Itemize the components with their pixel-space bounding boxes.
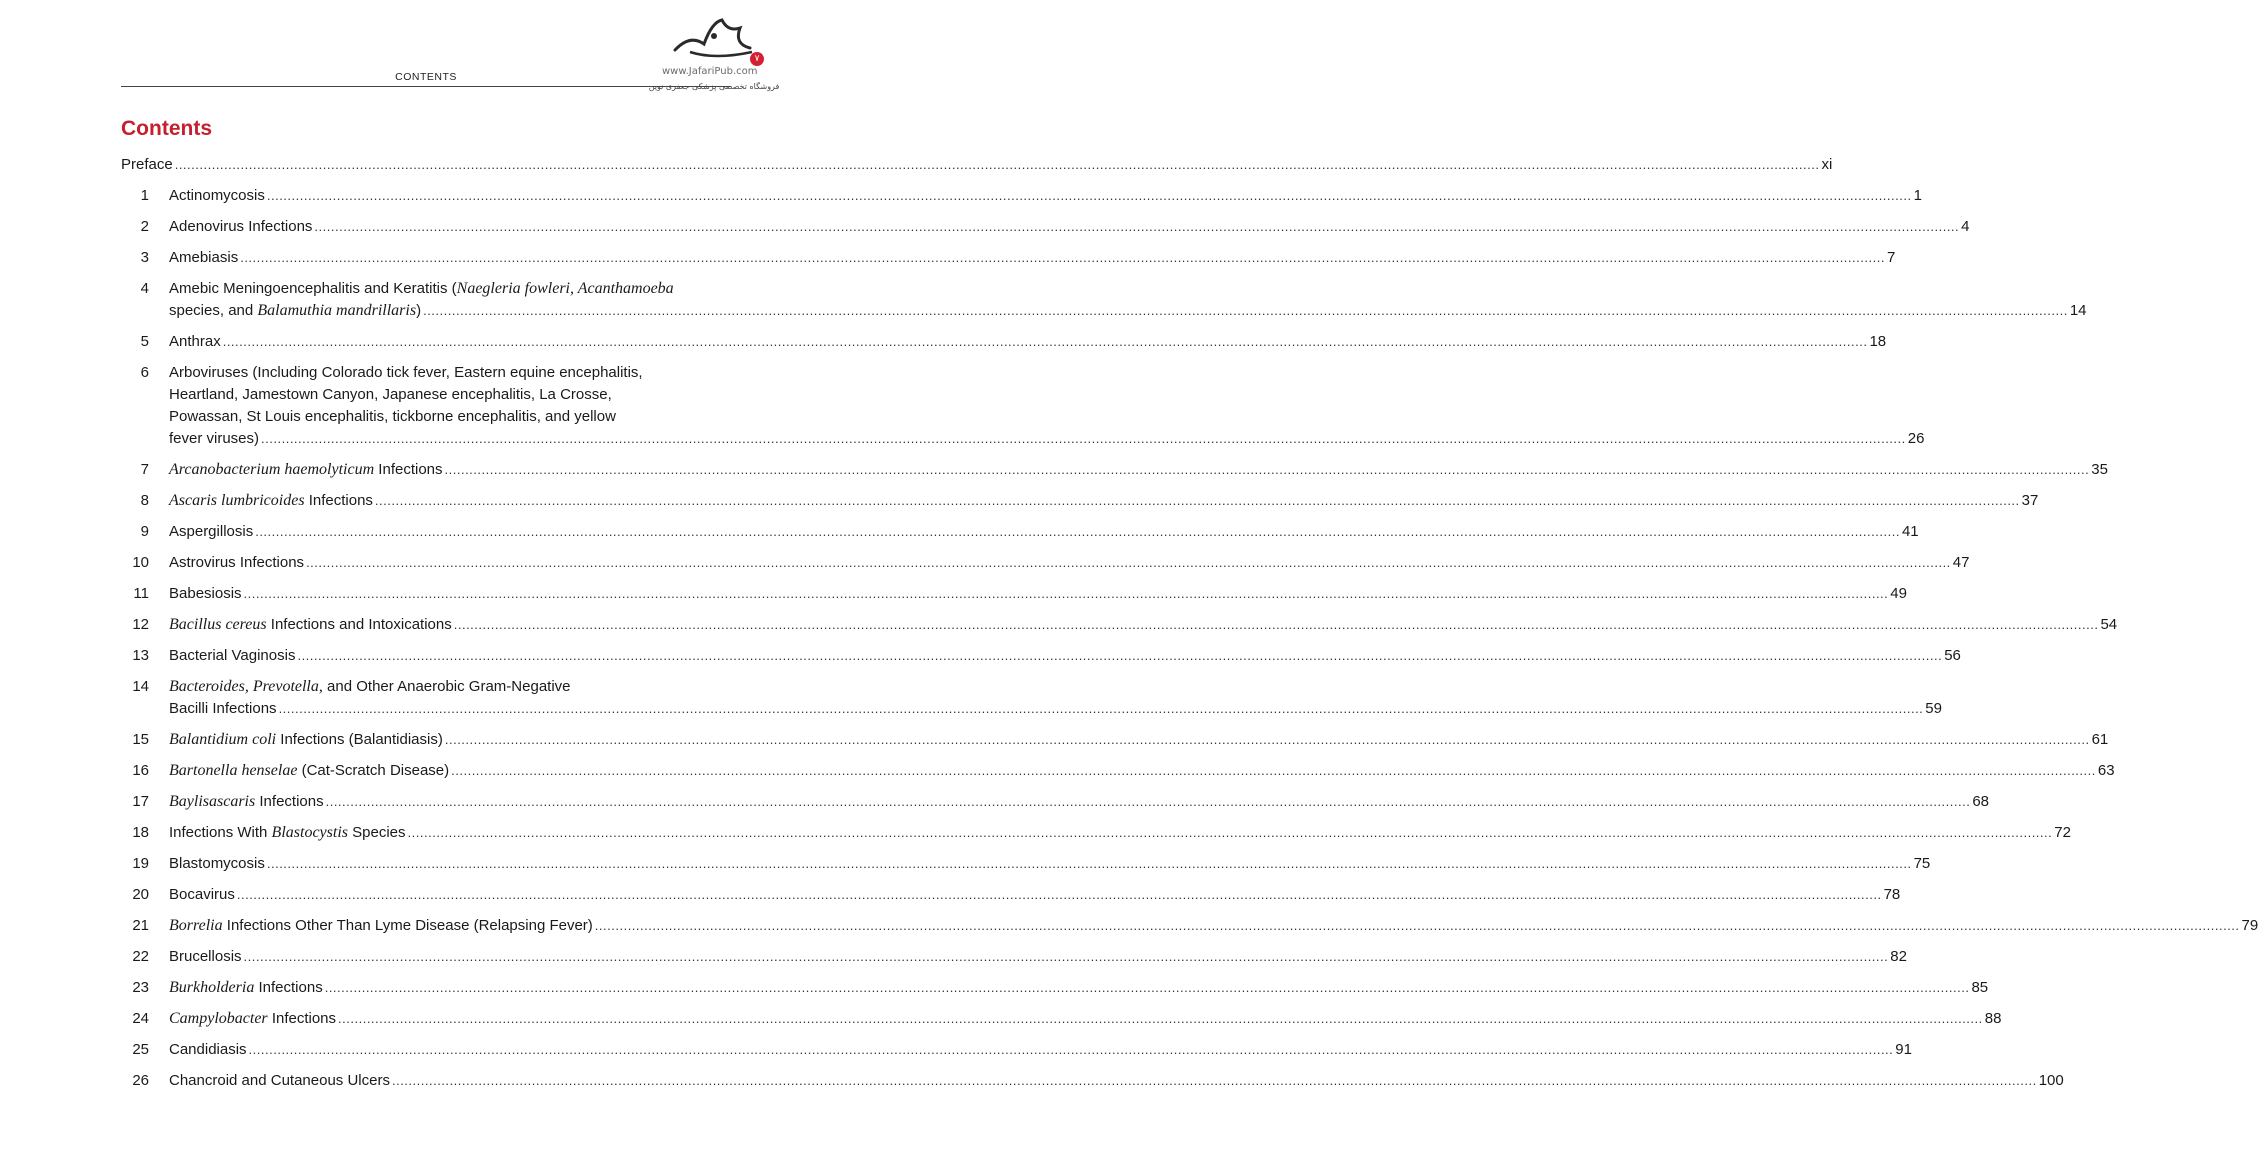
- dot-leader: ................................................................................................................................................................................................................................................................................................................................................................................................................: [248, 1042, 1894, 1057]
- page-number: 41: [1901, 523, 1919, 540]
- dot-leader: ................................................................................................................................................................................................................................................................................................................................................................................................................: [266, 856, 1912, 871]
- entry-title-line: [169, 278, 731, 300]
- entry-title: [169, 1008, 2002, 1030]
- title-text: and Other Anaerobic Gram-Negative: [322, 678, 571, 695]
- dot-leader: ................................................................................................................................................................................................................................................................................................................................................................................................................: [261, 431, 1906, 446]
- entry-title-line: [169, 583, 1907, 605]
- page-number: 4: [1961, 218, 1970, 235]
- title-text: Brucellosis: [169, 948, 242, 965]
- dot-leader: ................................................................................................................................................................................................................................................................................................................................................................................................................: [314, 219, 1960, 234]
- chapter-number: 15: [132, 731, 149, 748]
- title-text: Infections Other Than Lyme Disease (Relapsing Fever): [222, 917, 593, 934]
- italic-text: Ascaris lumbricoides: [169, 492, 305, 509]
- italic-text: Campylobacter: [169, 1010, 268, 1027]
- dot-leader: ................................................................................................................................................................................................................................................................................................................................................................................................................: [236, 887, 1882, 902]
- dot-leader: ................................................................................................................................................................................................................................................................................................................................................................................................................: [374, 493, 2020, 508]
- entry-title: [169, 459, 2108, 481]
- chapter-number: 2: [140, 218, 149, 235]
- title-text: Amebic Meningoencephalitis and Keratitis (: [169, 280, 457, 297]
- dot-leader: ................................................................................................................................................................................................................................................................................................................................................................................................................: [444, 732, 2090, 747]
- page-number: 79: [2241, 917, 2258, 934]
- entry-title-line: [169, 216, 1970, 238]
- dot-leader: ................................................................................................................................................................................................................................................................................................................................................................................................................: [240, 250, 1885, 265]
- entry-title-line: [169, 614, 2118, 636]
- chapter-number: 12: [132, 616, 149, 633]
- dot-leader: ................................................................................................................................................................................................................................................................................................................................................................................................................: [338, 1011, 1983, 1026]
- dot-leader: ................................................................................................................................................................................................................................................................................................................................................................................................................: [451, 763, 2096, 778]
- title-text: Bacterial Vaginosis: [169, 647, 296, 664]
- chapter-number: 5: [140, 333, 149, 350]
- italic-text: Bacteroides, Prevotella,: [169, 678, 323, 695]
- entry-title-line: [169, 791, 1990, 813]
- italic-text: Blastocystis: [271, 824, 348, 841]
- entry-title: [169, 247, 1896, 269]
- italic-text: Arcanobacterium haemolyticum: [169, 461, 375, 478]
- chapter-number: 20: [132, 886, 149, 903]
- title-text: Blastomycosis: [169, 855, 265, 872]
- chapter-number: 8: [140, 492, 149, 509]
- chapter-number: 1: [140, 187, 149, 204]
- title-text: Anthrax: [169, 333, 221, 350]
- dot-leader: ................................................................................................................................................................................................................................................................................................................................................................................................................: [255, 524, 1900, 539]
- title-text: Amebiasis: [169, 249, 239, 266]
- title-text: (Cat-Scratch Disease): [297, 762, 450, 779]
- italic-text: Baylisascaris: [169, 793, 256, 810]
- page-number: 82: [1890, 948, 1907, 965]
- header-rule: [121, 86, 731, 87]
- entry-title: [169, 645, 1961, 667]
- page-number: 56: [1944, 647, 1961, 664]
- entry-title-line: [169, 853, 1931, 875]
- dot-leader: ................................................................................................................................................................................................................................................................................................................................................................................................................: [423, 303, 2068, 318]
- page-title: Contents: [121, 117, 212, 140]
- dot-leader: ................................................................................................................................................................................................................................................................................................................................................................................................................: [407, 825, 2053, 840]
- dot-leader: ................................................................................................................................................................................................................................................................................................................................................................................................................: [243, 949, 1889, 964]
- entry-title-line: [169, 729, 2109, 751]
- dot-leader: ................................................................................................................................................................................................................................................................................................................................................................................................................: [453, 617, 2099, 632]
- entry-title-line: [169, 490, 2039, 512]
- entry-title: [169, 185, 1922, 207]
- entry-title-line: [169, 459, 2108, 481]
- page-number: 35: [2091, 461, 2108, 478]
- page-number: 78: [1883, 886, 1901, 903]
- page-number: 68: [1972, 793, 1990, 810]
- dot-leader: ................................................................................................................................................................................................................................................................................................................................................................................................................: [325, 794, 1971, 809]
- italic-text: Naegleria fowleri, Acanthamoeba: [456, 280, 674, 297]
- entry-title-line: [169, 884, 1901, 906]
- title-text: Powassan, St Louis encephalitis, tickborne encephalitis, and yellow: [169, 408, 616, 425]
- chapter-number: 19: [132, 855, 149, 872]
- italic-text: Burkholderia: [169, 979, 255, 996]
- page-number: 37: [2021, 492, 2039, 509]
- entry-title: [169, 521, 1919, 543]
- entry-title: [169, 583, 1907, 605]
- dot-leader: ................................................................................................................................................................................................................................................................................................................................................................................................................: [391, 1073, 2037, 1088]
- entry-title-line: [169, 384, 731, 406]
- chapter-number: 3: [140, 249, 149, 266]
- dot-leader: ................................................................................................................................................................................................................................................................................................................................................................................................................: [266, 188, 1912, 203]
- entry-title-line: [169, 698, 1942, 720]
- italic-text: Balantidium coli: [169, 731, 277, 748]
- chapter-number: 24: [132, 1010, 149, 1027]
- entry-title: [169, 552, 1970, 574]
- page-number: 85: [1971, 979, 1989, 996]
- entry-title: [169, 1070, 2064, 1092]
- entry-title: [169, 676, 1942, 720]
- page-number: 54: [2100, 616, 2118, 633]
- entry-title: [169, 822, 2071, 844]
- page-number: 61: [2091, 731, 2109, 748]
- entry-title-line: [169, 300, 2087, 322]
- page-number: 75: [1913, 855, 1931, 872]
- chapter-number: 25: [132, 1041, 149, 1058]
- title-text: Arboviruses (Including Colorado tick fever, Eastern equine encephalitis,: [169, 364, 643, 381]
- dot-leader: ................................................................................................................................................................................................................................................................................................................................................................................................................: [444, 462, 2090, 477]
- page-number: 1: [1913, 187, 1922, 204]
- title-text: Infections (Balantidiasis): [276, 731, 443, 748]
- watermark-badge: ۷: [750, 52, 764, 66]
- chapter-number: 26: [132, 1072, 149, 1089]
- entry-title: [169, 946, 1907, 968]
- title-text: Aspergillosis: [169, 523, 254, 540]
- title-text: Chancroid and Cutaneous Ulcers: [169, 1072, 390, 1089]
- entry-title-line: [169, 362, 731, 384]
- entry-title: [169, 791, 1990, 813]
- dot-leader: ................................................................................................................................................................................................................................................................................................................................................................................................................: [306, 555, 1951, 570]
- italic-text: Bacillus cereus: [169, 616, 267, 633]
- italic-text: Borrelia: [169, 917, 223, 934]
- title-text: Infections With: [169, 824, 272, 841]
- entry-title-line: [169, 915, 2258, 937]
- title-text: Astrovirus Infections: [169, 554, 305, 571]
- title-text: Heartland, Jamestown Canyon, Japanese encephalitis, La Crosse,: [169, 386, 612, 403]
- chapter-number: 16: [132, 762, 149, 779]
- page-number: 18: [1869, 333, 1887, 350]
- page-number: 72: [2054, 824, 2071, 841]
- title-text: fever viruses): [169, 430, 260, 447]
- entry-title: [169, 216, 1970, 238]
- title-text: Babesiosis: [169, 585, 242, 602]
- page-number: 47: [1952, 554, 1970, 571]
- entry-title-line: [169, 676, 731, 698]
- entry-title-line: [121, 154, 1833, 176]
- dot-leader: ................................................................................................................................................................................................................................................................................................................................................................................................................: [594, 918, 2240, 933]
- title-text: Adenovirus Infections: [169, 218, 313, 235]
- chapter-number: 21: [132, 917, 149, 934]
- entry-title-line: [169, 406, 731, 428]
- chapter-number: 13: [132, 647, 149, 664]
- entry-title-line: [169, 760, 2115, 782]
- title-text: Bacilli Infections: [169, 700, 277, 717]
- title-text: Bocavirus: [169, 886, 235, 903]
- entry-title-line: [169, 822, 2071, 844]
- chapter-number: 4: [140, 280, 149, 297]
- entry-title-line: [169, 1008, 2002, 1030]
- title-text: Actinomycosis: [169, 187, 265, 204]
- entry-title-line: [169, 946, 1907, 968]
- entry-title-line: [169, 552, 1970, 574]
- entry-title-line: [169, 428, 1925, 450]
- chapter-number: 22: [132, 948, 149, 965]
- entry-title-line: [169, 1039, 1912, 1061]
- title-text: Candidiasis: [169, 1041, 247, 1058]
- title-text: Infections and Intoxications: [266, 616, 452, 633]
- entry-title: [169, 729, 2109, 751]
- page-number: 100: [2038, 1072, 2064, 1089]
- publisher-logo-icon: [670, 14, 760, 64]
- dot-leader: ................................................................................................................................................................................................................................................................................................................................................................................................................: [243, 586, 1889, 601]
- page-number: 59: [1925, 700, 1942, 717]
- entry-title-line: [169, 331, 1887, 353]
- chapter-number: 11: [133, 585, 149, 602]
- page-number: xi: [1821, 156, 1833, 173]
- italic-text: Balamuthia mandrillaris: [257, 302, 417, 319]
- entry-title: [169, 884, 1901, 906]
- entry-title-line: [169, 1070, 2064, 1092]
- entry-title: [169, 362, 1925, 450]
- entry-title-line: [169, 521, 1919, 543]
- entry-title-line: [169, 247, 1896, 269]
- entry-title: [169, 915, 2258, 937]
- page-number: 63: [2097, 762, 2115, 779]
- entry-title-line: [169, 645, 1961, 667]
- title-text: ): [416, 302, 422, 319]
- title-text: Infections: [304, 492, 373, 509]
- title-text: Preface: [121, 156, 173, 173]
- chapter-number: 18: [132, 824, 149, 841]
- page-number: 88: [1984, 1010, 2002, 1027]
- entry-title: [169, 614, 2118, 636]
- entry-title: [121, 154, 1833, 176]
- dot-leader: ................................................................................................................................................................................................................................................................................................................................................................................................................: [174, 157, 1820, 172]
- entry-title: [169, 490, 2039, 512]
- page-number: 91: [1895, 1041, 1912, 1058]
- page-number: 14: [2069, 302, 2087, 319]
- page-number: 26: [1907, 430, 1925, 447]
- running-head: CONTENTS: [395, 71, 457, 83]
- chapter-number: 14: [132, 678, 149, 695]
- entry-title: [169, 853, 1931, 875]
- chapter-number: 17: [132, 793, 149, 810]
- dot-leader: ................................................................................................................................................................................................................................................................................................................................................................................................................: [222, 334, 1868, 349]
- entry-title: [169, 278, 2087, 322]
- italic-text: Bartonella henselae: [169, 762, 298, 779]
- chapter-number: 23: [132, 979, 149, 996]
- watermark-url: www.JafariPub.com: [662, 66, 758, 77]
- dot-leader: ................................................................................................................................................................................................................................................................................................................................................................................................................: [324, 980, 1970, 995]
- dot-leader: ................................................................................................................................................................................................................................................................................................................................................................................................................: [278, 701, 1924, 716]
- page-number: 7: [1886, 249, 1896, 266]
- watermark: [648, 14, 780, 96]
- entry-title-line: [169, 185, 1922, 207]
- entry-title: [169, 331, 1887, 353]
- entry-title-line: [169, 977, 1989, 999]
- title-text: Species: [347, 824, 406, 841]
- title-text: Infections: [374, 461, 443, 478]
- chapter-number: 6: [140, 364, 149, 381]
- chapter-number: 7: [140, 461, 149, 478]
- watermark-subtitle: فروشگاه تخصصی پزشکی جعفری نوین: [648, 82, 780, 91]
- title-text: species, and: [169, 302, 258, 319]
- page-number: 49: [1890, 585, 1907, 602]
- dot-leader: ................................................................................................................................................................................................................................................................................................................................................................................................................: [297, 648, 1943, 663]
- title-text: Infections: [255, 793, 324, 810]
- entry-title: [169, 760, 2115, 782]
- chapter-number: 9: [140, 523, 149, 540]
- entry-title: [169, 977, 1989, 999]
- title-text: Infections: [254, 979, 323, 996]
- entry-title: [169, 1039, 1912, 1061]
- title-text: Infections: [267, 1010, 337, 1027]
- chapter-number: 10: [132, 554, 149, 571]
